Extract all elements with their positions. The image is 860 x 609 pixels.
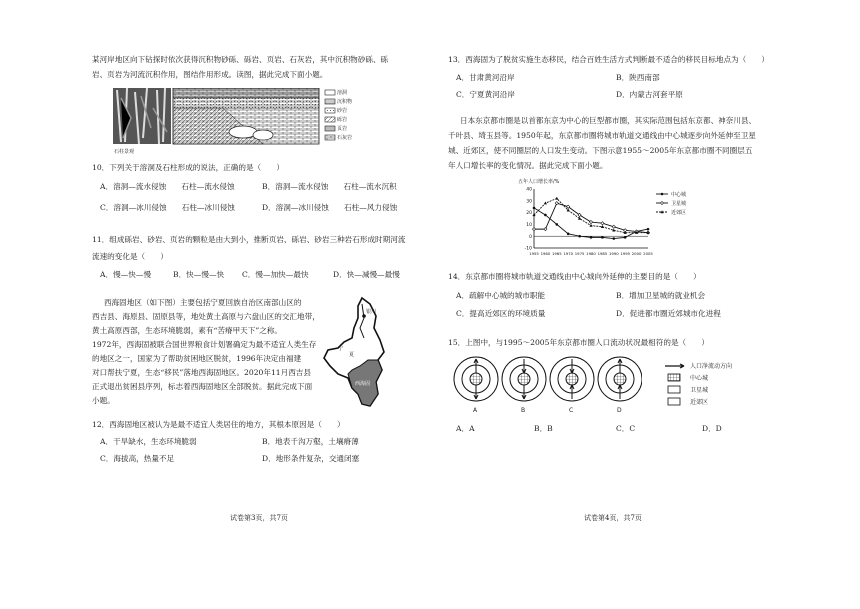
q14-stem: 14．东京都市圈将城市轨道交通线由中心城向外延伸的主要目的是（ ） <box>448 272 701 281</box>
region-line-4: 1972年，西海固被联合国世界粮食计划署确定为最不适宜人类生存 <box>92 340 317 349</box>
x-tick-label-2: 1965 <box>551 251 562 256</box>
y-tick-label-0: -10 <box>524 246 532 252</box>
q14-option-d[interactable]: D．促进都市圈近郊城市化进程 <box>616 309 721 318</box>
legend-marker-1 <box>660 201 663 204</box>
q15-letter-a: A <box>473 407 478 414</box>
q13-option-b[interactable]: B．陕西南部 <box>616 73 660 82</box>
q15-letter-b: B <box>521 407 526 414</box>
tokyo-line-4: 年人口增长率的变化情况。据此完成下面小题。 <box>448 161 608 170</box>
tokyo-line-1: 日本东京都市圈是以首都东京为中心的巨型都市圈，其实际范围包括东京都、神奈川县、 <box>460 116 757 125</box>
q14-option-a[interactable]: A．疏解中心城的城市职能 <box>456 291 546 300</box>
x-tick-label-3: 1970 <box>563 251 574 256</box>
series-0-point-8 <box>624 236 627 239</box>
q11-stem-2: 流速的变化是（ ） <box>92 252 168 261</box>
q15-option-d[interactable]: D．D <box>702 424 722 433</box>
legend-shale: 页岩 <box>337 126 348 132</box>
x-tick-label-9: 2000 <box>631 251 642 256</box>
tokyo-line-3: 城、近郊区，使不同圈层的人口发生变动。下图示意1955～2005年东京都市圈不同圈层五 <box>448 146 753 155</box>
tokyo-line-2: 千叶县、埼玉县等。1950年起，东京都市圈将城市轨道交通线由中心城逐步向外延伸至卫星 <box>448 131 756 140</box>
intro-line-2: 岩、页岩为河流沉积作用，图结作用形成。读图，据此完成下面小题。 <box>92 70 328 79</box>
region-line-7: 正式退出贫困县序列，标志着西海固地区全部脱贫。据此完成下面 <box>92 382 313 391</box>
q15-letter-c: C <box>569 407 574 414</box>
legend-sediment: 沉积物 <box>337 99 353 105</box>
q12-option-d[interactable]: D．地形条件复杂，交通闭塞 <box>262 454 360 463</box>
q12-option-c[interactable]: C．海拔高，热量不足 <box>100 454 175 463</box>
region-line-1: 西海固地区（如下图）主要包括宁夏回族自治区南部山区的 <box>104 298 302 307</box>
series-0-point-5 <box>590 236 593 239</box>
ningxia-map <box>318 294 398 412</box>
series-2-point-1 <box>544 201 547 204</box>
q10-option-d[interactable]: D．溶洞—冰川侵蚀 石柱—风力侵蚀 <box>262 203 398 212</box>
series-1-point-6 <box>601 222 604 225</box>
legend-cave: 溶洞 <box>337 90 348 96</box>
series-0-point-7 <box>613 237 616 240</box>
x-tick-label-10: 2005 <box>643 251 653 256</box>
series-0-point-1 <box>544 214 547 217</box>
series-1-point-1 <box>544 228 547 231</box>
y-tick-label-5: 40 <box>526 187 532 193</box>
q13-stem: 13．西海固为了脱贫实施生态移民，结合百姓生活方式判断最不适合的移民目标地点为（ ） <box>448 55 770 64</box>
cave-strata-figure <box>113 88 358 158</box>
map-label-xia: 夏 <box>349 352 355 358</box>
x-tick-label-5: 1980 <box>586 251 596 256</box>
q11-option-c[interactable]: C．慢—加快—最快 <box>242 270 309 279</box>
y-tick-label-1: 0 <box>529 234 532 240</box>
chart-ylabel: 五年人口增长率/% <box>518 179 560 185</box>
legend-sandstone: 砂岩 <box>337 108 348 114</box>
q15-legend-suburb: 近郊区 <box>690 399 709 406</box>
series-1-point-0 <box>532 228 535 231</box>
legend-conglomerate: 砾岩 <box>337 117 348 123</box>
diagram-d <box>598 357 642 401</box>
q10-stem: 10．下列关于溶洞及石柱形成的说法，正确的是（ ） <box>92 163 284 172</box>
diagram-b <box>502 357 546 401</box>
series-0-point-4 <box>578 235 581 238</box>
y-tick-label-3: 20 <box>526 211 532 217</box>
series-0-point-3 <box>567 233 570 236</box>
legend-label-0: 中心城 <box>671 191 687 198</box>
q15-option-a[interactable]: A．A <box>456 424 475 433</box>
series-line-1 <box>534 203 648 233</box>
q12-option-a[interactable]: A．干旱缺水，生态环境脆弱 <box>100 437 197 446</box>
q13-option-d[interactable]: D．内蒙古河套平原 <box>616 90 683 99</box>
x-tick-label-0: 1955 <box>529 251 539 256</box>
population-growth-chart <box>516 186 716 264</box>
series-0-point-6 <box>601 236 604 239</box>
series-0-point-10 <box>647 228 650 231</box>
region-line-3: 黄土高原西部，生态环境脆弱，素有“苦瘠甲天下”之称。 <box>92 326 283 335</box>
series-0-point-2 <box>556 223 559 226</box>
q11-option-d[interactable]: D．快—减慢—最慢 <box>333 270 400 279</box>
series-2-point-2 <box>555 197 558 200</box>
diagram-c <box>550 357 594 401</box>
q10-option-b[interactable]: B．溶洞—流水侵蚀 石柱—流水沉积 <box>262 182 397 191</box>
q15-letter-d: D <box>617 407 622 414</box>
q11-stem-1: 11．组成砾岩、砂岩、页岩的颗粒是由大到小，推断页岩、砾岩、砂岩三种岩石形成时期河流 <box>92 235 406 244</box>
x-tick-label-7: 1990 <box>608 251 619 256</box>
q10-option-a[interactable]: A．溶洞—流水侵蚀 石柱—流水侵蚀 <box>100 182 235 191</box>
q10-option-c[interactable]: C．溶洞—冰川侵蚀 石柱—冰川侵蚀 <box>100 203 235 212</box>
x-tick-label-6: 1985 <box>597 251 608 256</box>
y-tick-label-4: 30 <box>526 199 532 205</box>
series-1-point-7 <box>612 225 615 228</box>
legend-label-1: 卫星城 <box>671 200 687 207</box>
page-footer-right: 试卷第4页，共7页 <box>584 514 642 522</box>
q13-option-c[interactable]: C．宁夏黄河沿岸 <box>456 90 515 99</box>
map-label-yinchuan: 银川 <box>366 309 377 315</box>
y-tick-label-2: 10 <box>526 223 532 228</box>
q15-diagrams <box>452 355 642 405</box>
q15-option-b[interactable]: B．B <box>534 424 553 433</box>
region-line-6: 对口帮扶宁夏，生态“移民”落地西海固地区。2020年11月西吉县 <box>92 368 311 377</box>
x-tick-label-4: 1975 <box>574 251 585 256</box>
q15-legend-symbols <box>664 362 686 410</box>
q15-option-c[interactable]: C．C <box>616 424 636 433</box>
q12-option-b[interactable]: B．地表千沟万壑，土壤瘠薄 <box>262 437 359 446</box>
q14-option-c[interactable]: C．提高近郊区的环境质量 <box>456 309 546 318</box>
region-line-8: 小题。 <box>92 396 115 405</box>
intro-line-1: 某河岸地区向下钻探时依次获得沉积物砂砾、砾岩、页岩、石灰岩，其中沉积物砂砾、砾 <box>92 55 389 64</box>
page-footer-left: 试卷第3页，共7页 <box>230 514 288 522</box>
map-label-ning: 宁 <box>338 346 344 352</box>
q11-option-b[interactable]: B．快—慢—快 <box>173 270 225 279</box>
region-line-2: 西吉县、海原县、固原县等，地处黄土高原与六盘山区的交汇地带， <box>92 312 320 321</box>
q15-legend-satellite: 卫星城 <box>690 387 709 394</box>
q15-stem: 15．上图中，与1995～2005年东京都市圈人口流动状况最相符的是（ ） <box>448 338 709 347</box>
q11-option-a[interactable]: A．慢—快—慢 <box>100 270 152 279</box>
q13-option-a[interactable]: A．甘肃黄河沿岸 <box>456 73 515 82</box>
q15-legend-core: 中心城 <box>690 375 709 382</box>
x-tick-label-8: 1995 <box>620 251 631 256</box>
legend-label-2: 近郊区 <box>671 209 687 216</box>
region-line-5: 的地区之一，国家为了帮助贫困地区脱贫，1996年决定由福建 <box>92 354 302 363</box>
map-label-xihaigu: 西海固 <box>355 381 371 387</box>
figure-caption: 石柱景观 <box>114 149 135 155</box>
x-tick-label-1: 1960 <box>540 251 551 256</box>
legend-limestone: 石灰岩 <box>337 135 353 141</box>
q15-legend-flow: 人口净流动方向 <box>690 363 733 370</box>
legend-marker-0 <box>661 193 664 196</box>
q12-stem: 12．西海固地区被认为是最不适宜人类居住的地方，其根本原因是（ ） <box>92 420 345 429</box>
series-1-point-2 <box>555 202 558 205</box>
series-0-point-0 <box>533 207 536 210</box>
q14-option-b[interactable]: B．增加卫星城的就业机会 <box>616 291 706 300</box>
diagram-a <box>454 357 498 401</box>
